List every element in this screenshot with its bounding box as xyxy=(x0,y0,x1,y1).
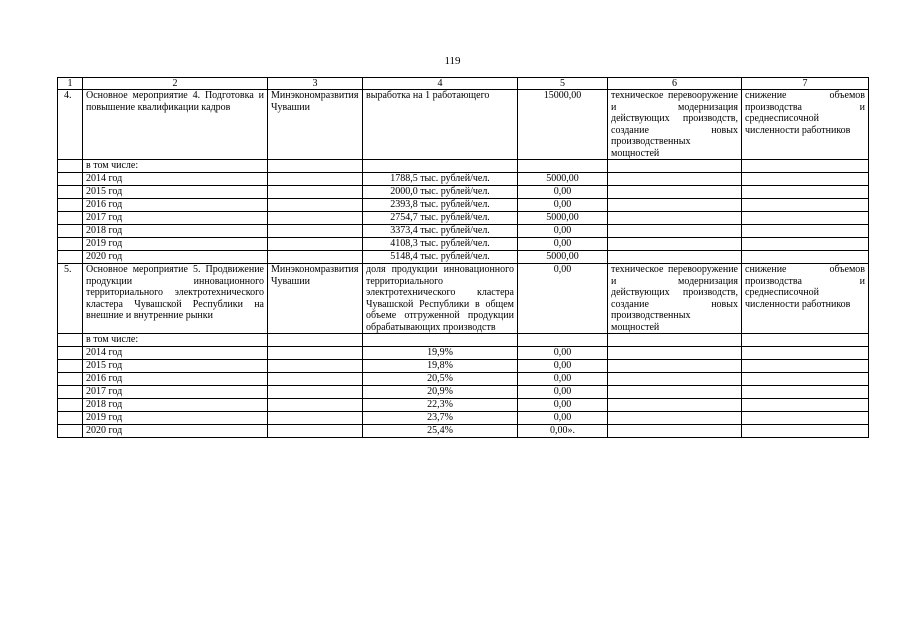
empty-cell xyxy=(608,334,742,347)
year-row xyxy=(58,212,869,225)
page-number: 119 xyxy=(444,55,461,67)
year-label: 2017 год xyxy=(83,386,268,399)
year-value: 5000,00 xyxy=(518,173,608,186)
empty-cell xyxy=(58,360,83,373)
empty-cell xyxy=(608,347,742,360)
empty-cell xyxy=(608,251,742,264)
empty-cell xyxy=(742,251,869,264)
empty-cell xyxy=(58,212,83,225)
empty-cell xyxy=(268,238,363,251)
empty-cell xyxy=(268,212,363,225)
year-indicator: 5148,4 тыс. рублей/чел. xyxy=(363,251,518,264)
year-label: 2019 год xyxy=(83,412,268,425)
year-label: 2014 год xyxy=(83,173,268,186)
measure-title: Основное мероприятие 4. Подготовка и повышение квалификации кадров xyxy=(83,90,268,160)
empty-cell xyxy=(363,160,518,173)
year-row xyxy=(58,238,869,251)
empty-cell xyxy=(608,373,742,386)
empty-cell xyxy=(58,386,83,399)
year-row xyxy=(58,360,869,373)
measure-row xyxy=(58,90,869,160)
year-label: 2017 год xyxy=(83,212,268,225)
measure-value: 0,00 xyxy=(518,264,608,334)
empty-cell xyxy=(742,225,869,238)
year-indicator: 2000,0 тыс. рублей/чел. xyxy=(363,186,518,199)
year-indicator: 20,9% xyxy=(363,386,518,399)
empty-cell xyxy=(742,412,869,425)
empty-cell xyxy=(518,334,608,347)
measure-tasks: техническое перевооружение и модернизация действующих производств, создание новых производственных мощностей xyxy=(608,90,742,160)
empty-cell xyxy=(608,360,742,373)
empty-cell xyxy=(742,373,869,386)
empty-cell xyxy=(58,399,83,412)
empty-cell xyxy=(742,399,869,412)
year-row xyxy=(58,386,869,399)
year-value: 0,00 xyxy=(518,412,608,425)
year-value: 0,00 xyxy=(518,373,608,386)
year-indicator: 22,3% xyxy=(363,399,518,412)
empty-cell xyxy=(58,412,83,425)
empty-cell xyxy=(58,251,83,264)
year-value: 0,00 xyxy=(518,386,608,399)
year-label: 2016 год xyxy=(83,373,268,386)
subtotal-label-row xyxy=(58,160,869,173)
year-indicator: 2754,7 тыс. рублей/чел. xyxy=(363,212,518,225)
empty-cell xyxy=(268,173,363,186)
year-row xyxy=(58,225,869,238)
empty-cell xyxy=(742,386,869,399)
empty-cell xyxy=(608,199,742,212)
empty-cell xyxy=(608,173,742,186)
empty-cell xyxy=(58,373,83,386)
header-cell: 1 xyxy=(58,78,83,90)
empty-cell xyxy=(518,160,608,173)
empty-cell xyxy=(268,347,363,360)
sub-label: в том числе: xyxy=(83,334,268,347)
empty-cell xyxy=(268,399,363,412)
empty-cell xyxy=(58,425,83,438)
year-value: 5000,00 xyxy=(518,251,608,264)
empty-cell xyxy=(268,373,363,386)
year-indicator: 19,8% xyxy=(363,360,518,373)
year-row xyxy=(58,425,869,438)
year-indicator: 19,9% xyxy=(363,347,518,360)
measure-number: 5. xyxy=(58,264,83,334)
empty-cell xyxy=(268,225,363,238)
empty-cell xyxy=(58,347,83,360)
year-value: 0,00 xyxy=(518,199,608,212)
year-indicator: 20,5% xyxy=(363,373,518,386)
empty-cell xyxy=(608,212,742,225)
empty-cell xyxy=(268,251,363,264)
empty-cell xyxy=(608,399,742,412)
empty-cell xyxy=(608,225,742,238)
year-label: 2016 год xyxy=(83,199,268,212)
measure-tasks: техническое перевооружение и модернизация действующих производств, создание новых производственных мощностей xyxy=(608,264,742,334)
year-indicator: 1788,5 тыс. рублей/чел. xyxy=(363,173,518,186)
year-value: 0,00 xyxy=(518,360,608,373)
measure-risks: снижение объемов производства и среднесписочной численности работников xyxy=(742,90,869,160)
empty-cell xyxy=(608,386,742,399)
header-cell: 3 xyxy=(268,78,363,90)
measure-number: 4. xyxy=(58,90,83,160)
empty-cell xyxy=(268,334,363,347)
year-row xyxy=(58,186,869,199)
empty-cell xyxy=(742,173,869,186)
empty-cell xyxy=(268,412,363,425)
year-row xyxy=(58,399,869,412)
sub-label: в том числе: xyxy=(83,160,268,173)
header-cell: 2 xyxy=(83,78,268,90)
year-value: 0,00 xyxy=(518,347,608,360)
measure-risks: снижение объемов производства и среднесписочной численности работников xyxy=(742,264,869,334)
empty-cell xyxy=(58,186,83,199)
header-cell: 4 xyxy=(363,78,518,90)
empty-cell xyxy=(268,425,363,438)
empty-cell xyxy=(608,160,742,173)
empty-cell xyxy=(268,386,363,399)
measure-indicator: доля продукции инновационного территориального электротехнического кластера Чувашской Республики в общем объеме отгруженной продукции обрабатывающих производств xyxy=(363,264,518,334)
empty-cell xyxy=(58,173,83,186)
year-label: 2018 год xyxy=(83,225,268,238)
empty-cell xyxy=(58,334,83,347)
year-row xyxy=(58,173,869,186)
year-indicator: 2393,8 тыс. рублей/чел. xyxy=(363,199,518,212)
empty-cell xyxy=(58,225,83,238)
empty-cell xyxy=(742,212,869,225)
year-row xyxy=(58,347,869,360)
year-row xyxy=(58,199,869,212)
empty-cell xyxy=(608,238,742,251)
year-value: 0,00 xyxy=(518,399,608,412)
empty-cell xyxy=(742,160,869,173)
year-indicator: 25,4% xyxy=(363,425,518,438)
year-label: 2020 год xyxy=(83,425,268,438)
year-label: 2014 год xyxy=(83,347,268,360)
year-indicator: 3373,4 тыс. рублей/чел. xyxy=(363,225,518,238)
empty-cell xyxy=(608,425,742,438)
header-cell: 5 xyxy=(518,78,608,90)
year-label: 2019 год xyxy=(83,238,268,251)
empty-cell xyxy=(742,425,869,438)
empty-cell xyxy=(742,238,869,251)
header-cell: 6 xyxy=(608,78,742,90)
empty-cell xyxy=(742,199,869,212)
empty-cell xyxy=(742,334,869,347)
year-label: 2015 год xyxy=(83,360,268,373)
empty-cell xyxy=(58,160,83,173)
empty-cell xyxy=(742,347,869,360)
year-label: 2020 год xyxy=(83,251,268,264)
measure-indicator: выработка на 1 работающего xyxy=(363,90,518,160)
program-table xyxy=(57,77,869,438)
year-indicator: 4108,3 тыс. рублей/чел. xyxy=(363,238,518,251)
empty-cell xyxy=(363,334,518,347)
empty-cell xyxy=(268,186,363,199)
year-label: 2018 год xyxy=(83,399,268,412)
empty-cell xyxy=(268,199,363,212)
year-row xyxy=(58,373,869,386)
measure-executor: Минэкономразвития Чувашии xyxy=(268,90,363,160)
year-row xyxy=(58,251,869,264)
measure-value: 15000,00 xyxy=(518,90,608,160)
year-value: 0,00 xyxy=(518,238,608,251)
empty-cell xyxy=(58,238,83,251)
empty-cell xyxy=(608,412,742,425)
header-row xyxy=(58,78,869,90)
year-value: 0,00 xyxy=(518,225,608,238)
empty-cell xyxy=(608,186,742,199)
measure-row xyxy=(58,264,869,334)
year-label: 2015 год xyxy=(83,186,268,199)
empty-cell xyxy=(742,186,869,199)
subtotal-label-row xyxy=(58,334,869,347)
empty-cell xyxy=(58,199,83,212)
empty-cell xyxy=(268,160,363,173)
empty-cell xyxy=(268,360,363,373)
empty-cell xyxy=(742,360,869,373)
year-value: 0,00 xyxy=(518,186,608,199)
measure-executor: Минэкономразвития Чувашии xyxy=(268,264,363,334)
header-cell: 7 xyxy=(742,78,869,90)
year-row xyxy=(58,412,869,425)
year-indicator: 23,7% xyxy=(363,412,518,425)
measure-title: Основное мероприятие 5. Продвижение продукции инновационного территориального электротехнического кластера Чувашской Республики на внешние и внутренние рынки xyxy=(83,264,268,334)
year-value: 5000,00 xyxy=(518,212,608,225)
year-value: 0,00». xyxy=(518,425,608,438)
